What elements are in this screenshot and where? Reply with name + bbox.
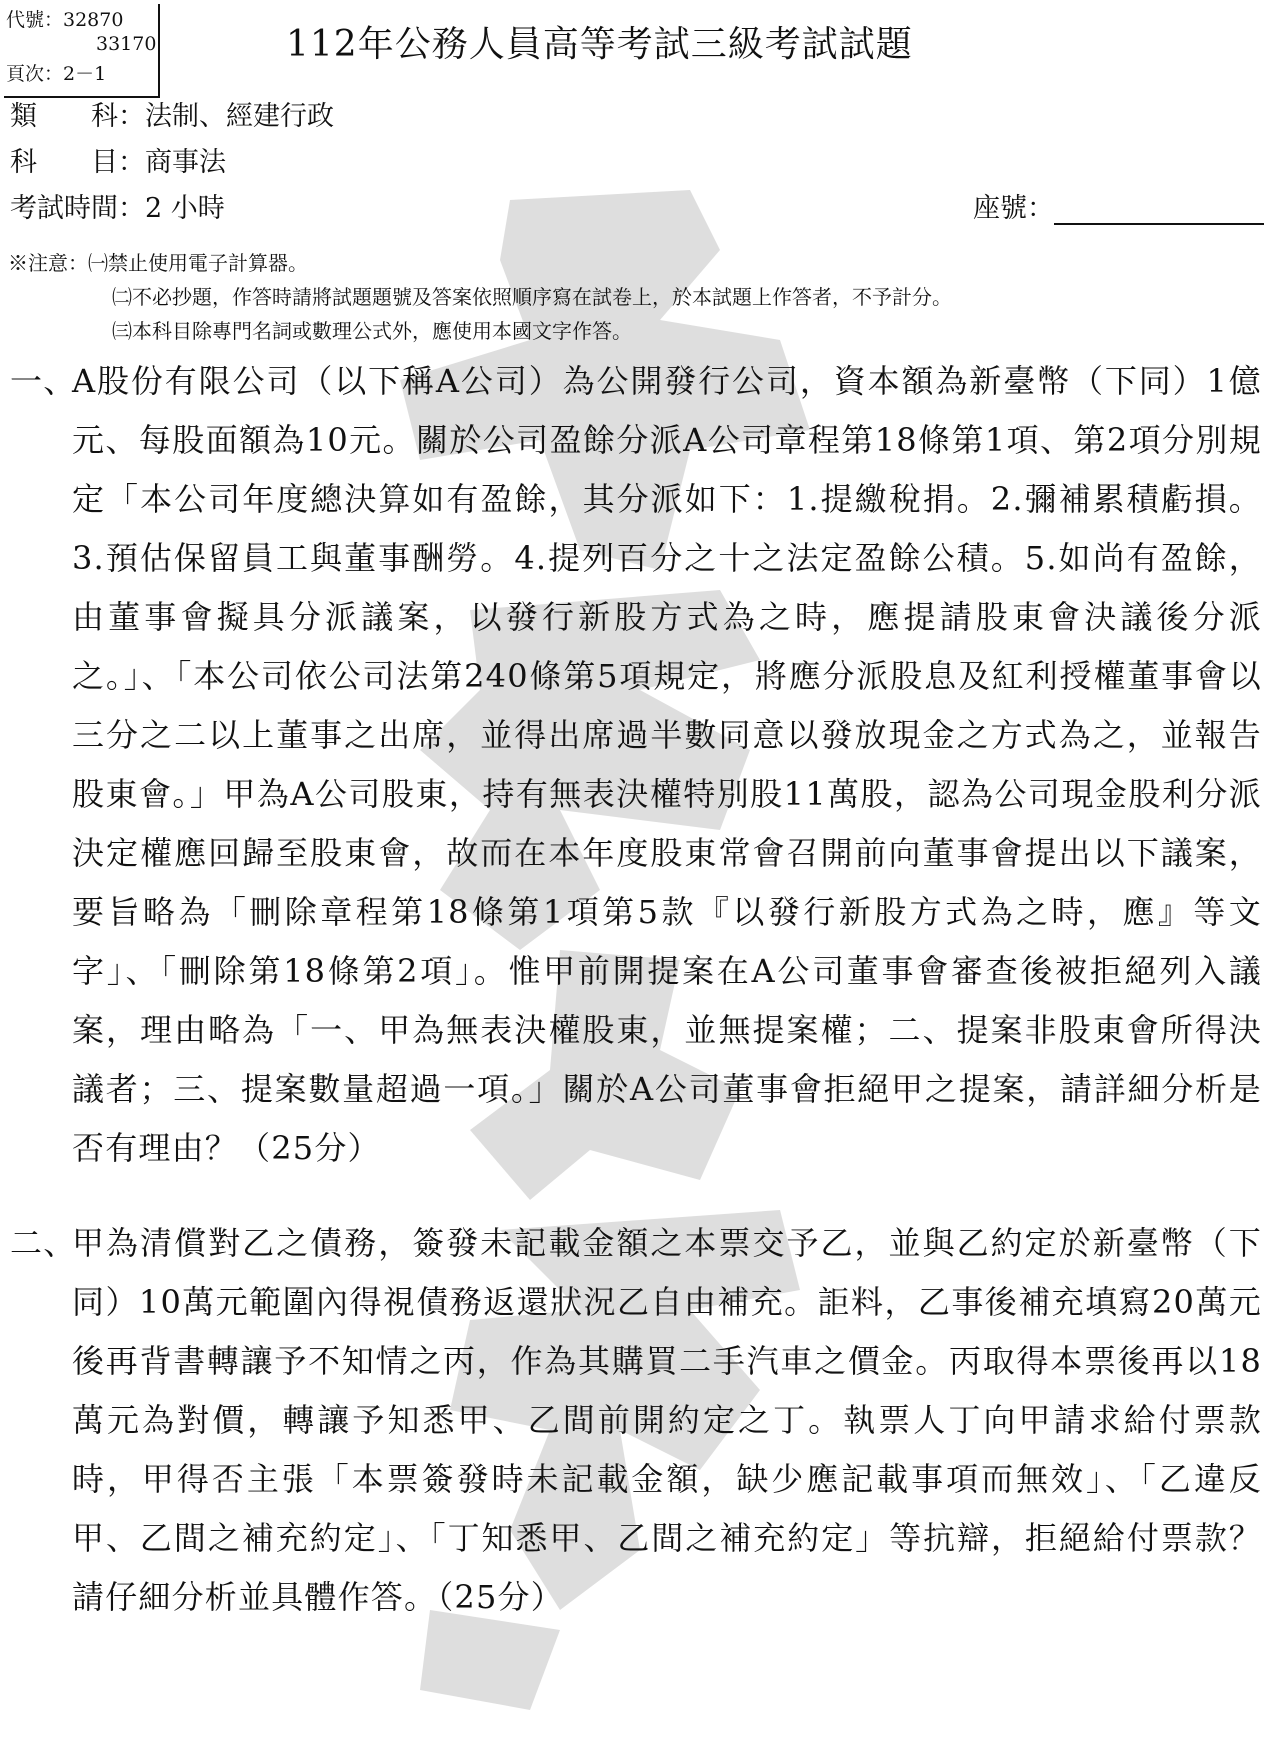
seat-label: 座號： [973, 193, 1054, 224]
exam-code: 代號：32870 [6, 9, 124, 31]
question-2 [10, 1214, 1262, 1627]
seat-number-field [973, 186, 1264, 225]
question-1 [10, 352, 1262, 1178]
note-item: ※注意：㈠禁止使用電子計算器。 [8, 251, 308, 275]
seat-blank-line [1054, 197, 1264, 225]
category-row [10, 94, 334, 133]
time-label: 考試時間： [10, 193, 145, 224]
notes-section [8, 246, 952, 348]
question-text: 甲為清償對乙之債務，簽發未記載金額之本票交予乙，並與乙約定於新臺幣（下同）10萬元範圍內得視債務返還狀況乙自由補充。詎料，乙事後補充填寫20萬元後再背書轉讓予不知情之丙，作為其購買二手汽車之價金。丙取得本票後再以18萬元為對價，轉讓予知悉甲、乙間前開約定之丁。執票人丁向甲請求給付票款時，甲得否主張「本票簽發時未記載金額，缺少應記載事項而無效」、「乙違反甲、乙間之補充約定」、「丁知悉甲、乙間之補充約定」等抗辯，拒絕給付票款？請仔細分析並具體作答。（25分） [72, 1224, 1262, 1616]
exam-code-box [4, 4, 160, 98]
notes-lead: ※注意： [8, 251, 88, 275]
note-item: ㈡不必抄題，作答時請將試題題號及答案依照順序寫在試卷上，於本試題上作答者，不予計分。 [112, 285, 952, 309]
time-value: 2 小時 [145, 193, 225, 224]
subject-row [10, 140, 226, 179]
question-number: 一、 [10, 362, 77, 400]
note-item: ㈢本科目除專門名詞或數理公式外，應使用本國文字作答。 [112, 319, 632, 343]
question-number: 二、 [10, 1224, 77, 1262]
category-value: 法制、經建行政 [145, 101, 334, 132]
question-text: A股份有限公司（以下稱A公司）為公開發行公司，資本額為新臺幣（下同）1億元、每股面額為10元。關於公司盈餘分派A公司章程第18條第1項、第2項分別規定「本公司年度總決算如有盈餘，其分派如下：1.提繳稅捐。2.彌補累積虧損。3.預估保留員工與董事酬勞。4.提列百分之十之法定盈餘公積。5.如尚有盈餘，由董事會擬具分派議案，以發行新股方式為之時，應提請股東會決議後分派之。」、「本公司依公司法第240條第5項規定，將應分派股息及紅利授權董事會以三分之二以上董事之出席，並得出席過半數同意以發放現金之方式為之，並報告股東會。」甲為A公司股東，持有無表決權特別股11萬股，認為公司現金股利分派決定權應回歸至股東會，故而在本年度股東常會召開前向董事會提出以下議案，要旨略為「刪除章程第18條第1項第5款『以發行新股方式為之時，應』等文字」、「刪除第18條第2項」。惟甲前開提案在A公司董事會審查後被拒絕列入議案，理由略為「一、甲為無表決權股東，並無提案權；二、提案非股東會所得決議者；三、提案數量超過一項。」關於A公司董事會拒絕甲之提案，請詳細分析是否有理由？（25分） [72, 362, 1262, 1167]
time-row [10, 186, 225, 225]
subject-value: 商事法 [145, 147, 226, 178]
exam-code-second: 33170 [96, 33, 157, 55]
category-label: 類 科： [10, 101, 145, 132]
page-title: 112年公務人員高等考試三級考試試題 [286, 24, 913, 65]
subject-label: 科 目： [10, 147, 145, 178]
page-number: 頁次：2－1 [6, 63, 107, 85]
